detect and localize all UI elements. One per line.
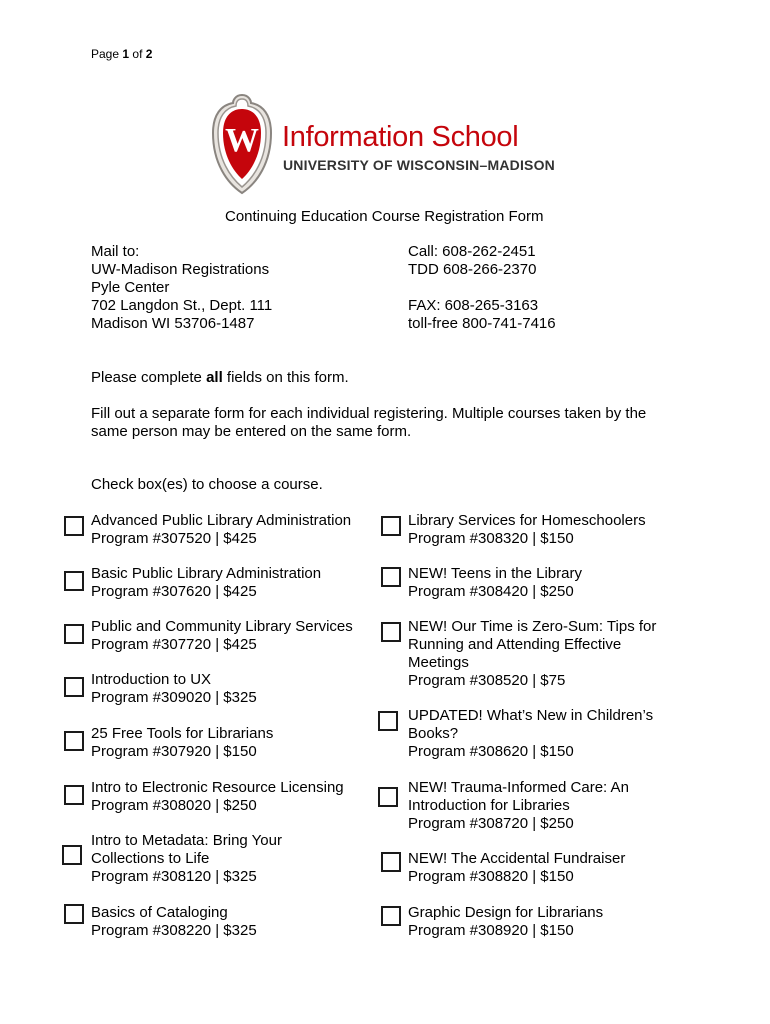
course-title: Running and Attending Effective xyxy=(408,636,622,653)
course-title: Basics of Cataloging xyxy=(91,904,228,921)
course-title: Basic Public Library Administration xyxy=(91,565,322,582)
form-title: Continuing Education Course Registration Form xyxy=(225,208,544,225)
course-program: Program #308220 | $325 xyxy=(91,922,257,939)
page-of: of xyxy=(132,47,143,61)
page-current: 1 xyxy=(122,47,130,61)
course-checkbox[interactable] xyxy=(64,516,84,536)
logo-title: Information School xyxy=(282,121,519,153)
course-title: NEW! Teens in the Library xyxy=(408,565,582,582)
course-title: Intro to Metadata: Bring Your xyxy=(91,832,282,849)
course-title: NEW! The Accidental Fundraiser xyxy=(408,850,626,867)
course-title: Intro to Electronic Resource Licensing xyxy=(91,779,344,796)
logo-subtitle: UNIVERSITY OF WISCONSIN–MADISON xyxy=(283,157,555,173)
course-program: Program #309020 | $325 xyxy=(91,689,257,706)
uw-crest-icon xyxy=(211,93,273,195)
contact-info xyxy=(408,243,556,333)
course-checkbox[interactable] xyxy=(381,906,401,926)
mail-line: 702 Langdon St., Dept. 111 xyxy=(91,297,273,314)
course-program: Program #308320 | $150 xyxy=(408,530,574,547)
course-title: Introduction to UX xyxy=(91,671,212,688)
course-checkbox[interactable] xyxy=(64,904,84,924)
course-checkbox[interactable] xyxy=(381,852,401,872)
page-total: 2 xyxy=(145,47,153,61)
crest-letter: W xyxy=(225,122,259,159)
phone-number: Call: 608-262-2451 xyxy=(408,243,536,260)
course-program: Program #308720 | $250 xyxy=(408,815,574,832)
course-program: Program #308920 | $150 xyxy=(408,922,574,939)
course-checkbox[interactable] xyxy=(378,711,398,731)
course-title: NEW! Trauma-Informed Care: An xyxy=(408,779,629,796)
mail-to-label: Mail to: xyxy=(91,243,140,260)
course-title: Library Services for Homeschoolers xyxy=(408,512,646,529)
course-checkbox[interactable] xyxy=(378,787,398,807)
course-title: Collections to Life xyxy=(91,850,210,867)
course-checkbox[interactable] xyxy=(64,731,84,751)
check-instruction: Check box(es) to choose a course. xyxy=(91,476,323,493)
mail-line: UW-Madison Registrations xyxy=(91,261,270,278)
course-title: UPDATED! What’s New in Children’s xyxy=(408,707,654,724)
course-checkbox[interactable] xyxy=(381,516,401,536)
complete-instruction: Please complete all fields on this form. xyxy=(91,369,349,386)
page-prefix: Page xyxy=(91,47,120,61)
tdd-number: TDD 608-266-2370 xyxy=(408,261,537,278)
course-program: Program #308420 | $250 xyxy=(408,583,574,600)
tollfree-number: toll-free 800-741-7416 xyxy=(408,315,556,332)
course-checkbox[interactable] xyxy=(64,677,84,697)
course-title: Introduction for Libraries xyxy=(408,797,570,814)
mail-line: Madison WI 53706-1487 xyxy=(91,315,255,332)
page-number xyxy=(91,47,152,61)
fax-number: FAX: 608-265-3163 xyxy=(408,297,539,314)
course-title: Books? xyxy=(408,725,459,742)
course-checkbox[interactable] xyxy=(381,622,401,642)
mailing-address xyxy=(91,243,272,333)
course-title: NEW! Our Time is Zero-Sum: Tips for xyxy=(408,618,657,635)
course-title: Public and Community Library Services xyxy=(91,618,353,635)
separate-form-instruction: Fill out a separate form for each individual registering. Multiple courses taken by the same person may be entered on the same form. xyxy=(91,405,647,440)
course-program: Program #307620 | $425 xyxy=(91,583,257,600)
course-checkbox[interactable] xyxy=(64,624,84,644)
course-program: Program #307920 | $150 xyxy=(91,743,257,760)
mail-line: Pyle Center xyxy=(91,279,170,296)
course-title: Meetings xyxy=(408,654,469,671)
course-program: Program #308520 | $75 xyxy=(408,672,566,689)
course-title: Advanced Public Library Administration xyxy=(91,512,352,529)
course-program: Program #308620 | $150 xyxy=(408,743,574,760)
course-checkbox[interactable] xyxy=(62,845,82,865)
course-program: Program #308120 | $325 xyxy=(91,868,257,885)
course-checkbox[interactable] xyxy=(64,785,84,805)
course-title: 25 Free Tools for Librarians xyxy=(91,725,274,742)
course-title: Graphic Design for Librarians xyxy=(408,904,604,921)
course-program: Program #307520 | $425 xyxy=(91,530,257,547)
course-program: Program #307720 | $425 xyxy=(91,636,257,653)
course-program: Program #308020 | $250 xyxy=(91,797,257,814)
course-checkbox[interactable] xyxy=(381,567,401,587)
course-program: Program #308820 | $150 xyxy=(408,868,574,885)
ischool-logo xyxy=(211,93,571,195)
course-checkbox[interactable] xyxy=(64,571,84,591)
